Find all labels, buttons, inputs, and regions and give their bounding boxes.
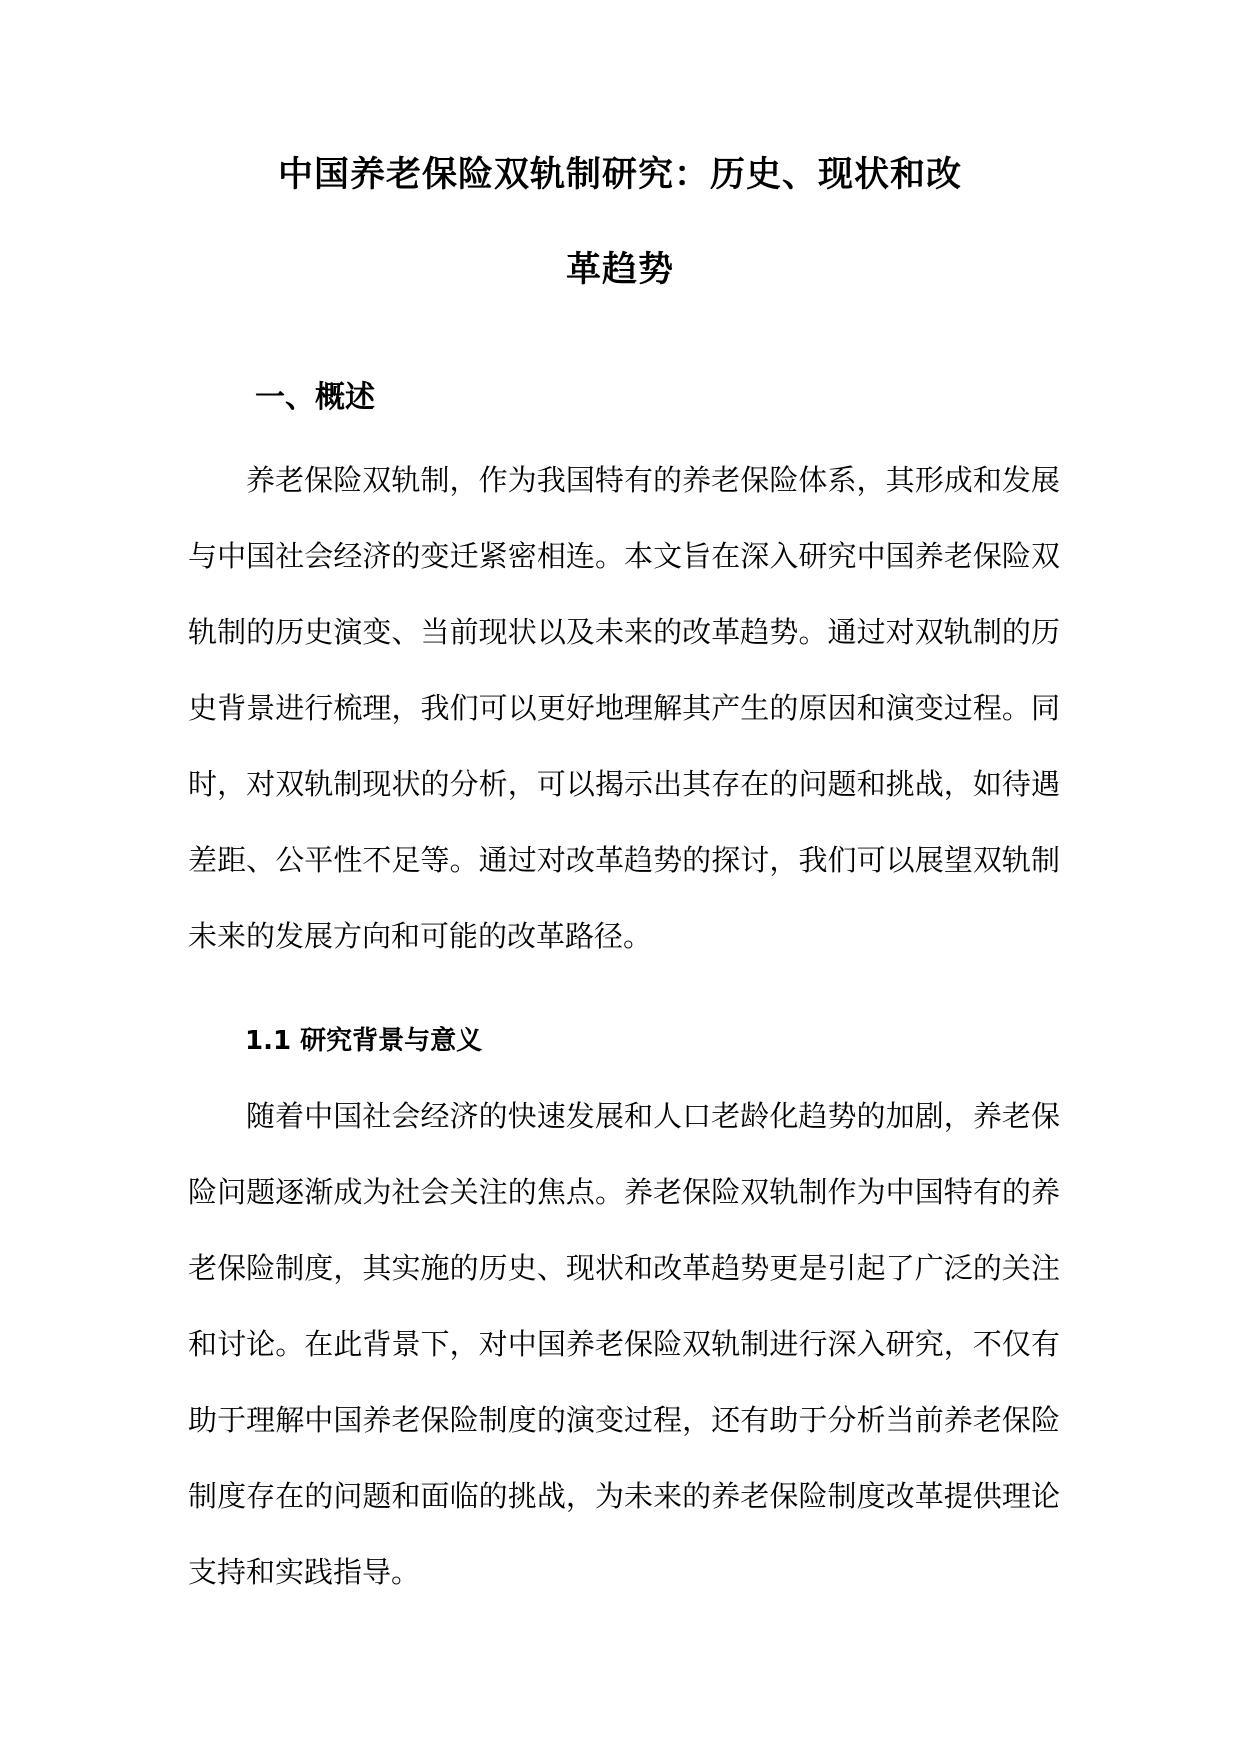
section-heading-overview: 一、概述 (255, 380, 375, 415)
paragraph-line: 助于理解中国养老保险制度的演变过程，还有助于分析当前养老保险 (188, 1403, 1060, 1437)
document-title-line-1: 中国养老保险双轨制研究：历史、现状和改 (277, 155, 962, 195)
paragraph-line: 时，对双轨制现状的分析，可以揭示出其存在的问题和挑战，如待遇 (188, 767, 1060, 801)
background-paragraph (188, 1078, 1060, 1610)
paragraph-line: 和讨论。在此背景下，对中国养老保险双轨制进行深入研究，不仅有 (188, 1327, 1060, 1361)
paragraph-line: 随着中国社会经济的快速发展和人口老龄化趋势的加剧，养老保 (246, 1099, 1060, 1133)
paragraph-line: 轨制的历史演变、当前现状以及未来的改革趋势。通过对双轨制的历 (188, 615, 1060, 649)
document-title-line-2: 革趋势 (565, 250, 674, 290)
paragraph-line: 与中国社会经济的变迁紧密相连。本文旨在深入研究中国养老保险双 (188, 539, 1060, 573)
paragraph-line: 未来的发展方向和可能的改革路径。 (188, 919, 653, 953)
paragraph-line: 差距、公平性不足等。通过对改革趋势的探讨，我们可以展望双轨制 (188, 843, 1060, 877)
subsection-heading-background: 1.1 研究背景与意义 (245, 1026, 483, 1056)
paragraph-line: 险问题逐渐成为社会关注的焦点。养老保险双轨制作为中国特有的养 (188, 1175, 1060, 1209)
paragraph-line: 老保险制度，其实施的历史、现状和改革趋势更是引起了广泛的关注 (188, 1251, 1060, 1285)
overview-paragraph (188, 442, 1060, 974)
paragraph-line: 支持和实践指导。 (188, 1555, 421, 1589)
paragraph-line: 养老保险双轨制，作为我国特有的养老保险体系，其形成和发展 (246, 463, 1060, 497)
paragraph-line: 制度存在的问题和面临的挑战，为未来的养老保险制度改革提供理论 (188, 1479, 1060, 1513)
paragraph-line: 史背景进行梳理，我们可以更好地理解其产生的原因和演变过程。同 (188, 691, 1060, 725)
